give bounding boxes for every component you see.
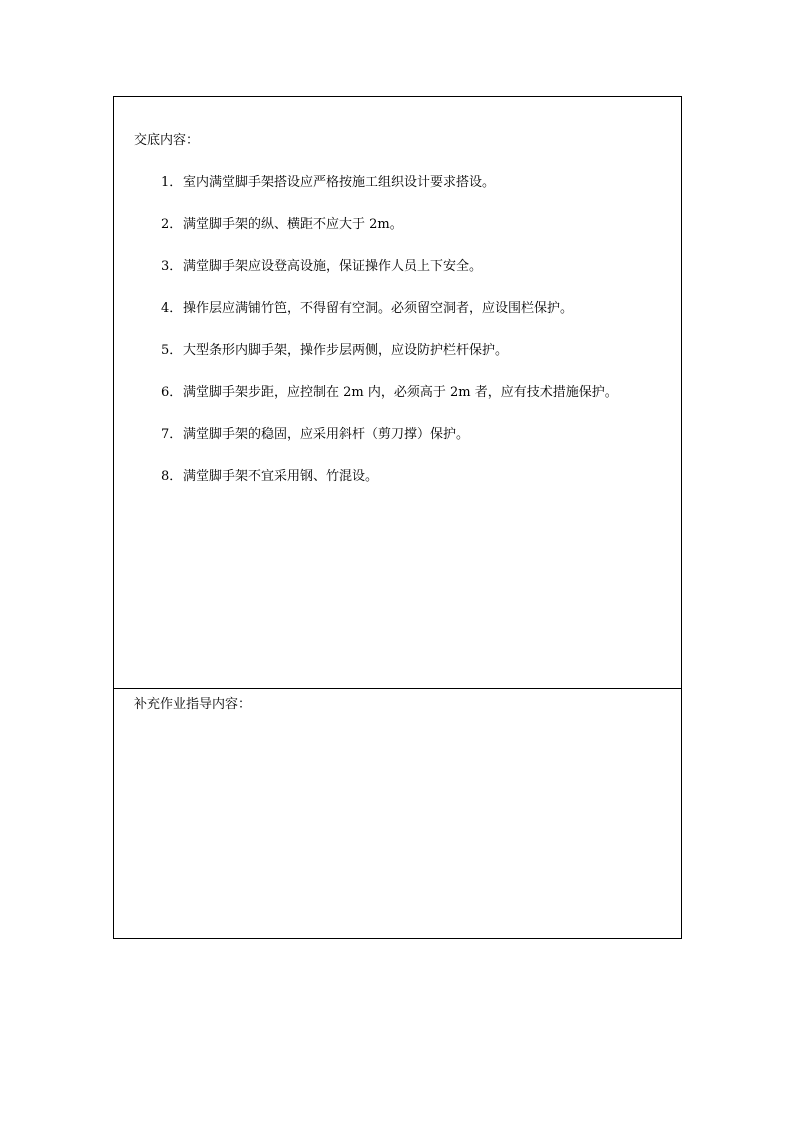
item-text: 操作层应满铺竹笆，不得留有空洞。必须留空洞者，应设围栏保护。 — [183, 301, 574, 316]
briefing-content-label: 交底内容： — [134, 133, 200, 148]
item-text: 大型条形内脚手架，操作步层两侧，应设防护栏杆保护。 — [183, 343, 509, 358]
item-text: 室内满堂脚手架搭设应严格按施工组织设计要求搭设。 — [183, 175, 496, 190]
list-item — [161, 217, 618, 259]
list-item — [161, 301, 618, 343]
list-item — [161, 385, 618, 427]
item-number: 2． — [161, 217, 183, 232]
item-number: 5． — [161, 343, 183, 358]
supplementary-guidance-section — [114, 689, 681, 938]
briefing-content-section — [114, 97, 681, 689]
list-item — [161, 343, 618, 385]
item-number: 7． — [161, 427, 183, 442]
list-item — [161, 259, 618, 301]
briefing-form-table — [113, 96, 682, 939]
list-item — [161, 175, 618, 217]
briefing-item-list — [161, 175, 618, 511]
item-text: 满堂脚手架不宜采用钢、竹混设。 — [183, 469, 379, 484]
item-number: 1． — [161, 175, 183, 190]
list-item — [161, 427, 618, 469]
item-text: 满堂脚手架的稳固，应采用斜杆（剪刀撑）保护。 — [183, 427, 470, 442]
list-item — [161, 469, 618, 511]
item-text: 满堂脚手架步距，应控制在 2m 内，必须高于 2m 者，应有技术措施保护。 — [183, 385, 618, 400]
item-number: 6． — [161, 385, 183, 400]
item-number: 4． — [161, 301, 183, 316]
item-number: 3． — [161, 259, 183, 274]
item-number: 8． — [161, 469, 183, 484]
item-text: 满堂脚手架应设登高设施，保证操作人员上下安全。 — [183, 259, 483, 274]
item-text: 满堂脚手架的纵、横距不应大于 2m。 — [183, 217, 403, 232]
supplementary-guidance-label: 补充作业指导内容： — [134, 697, 252, 712]
